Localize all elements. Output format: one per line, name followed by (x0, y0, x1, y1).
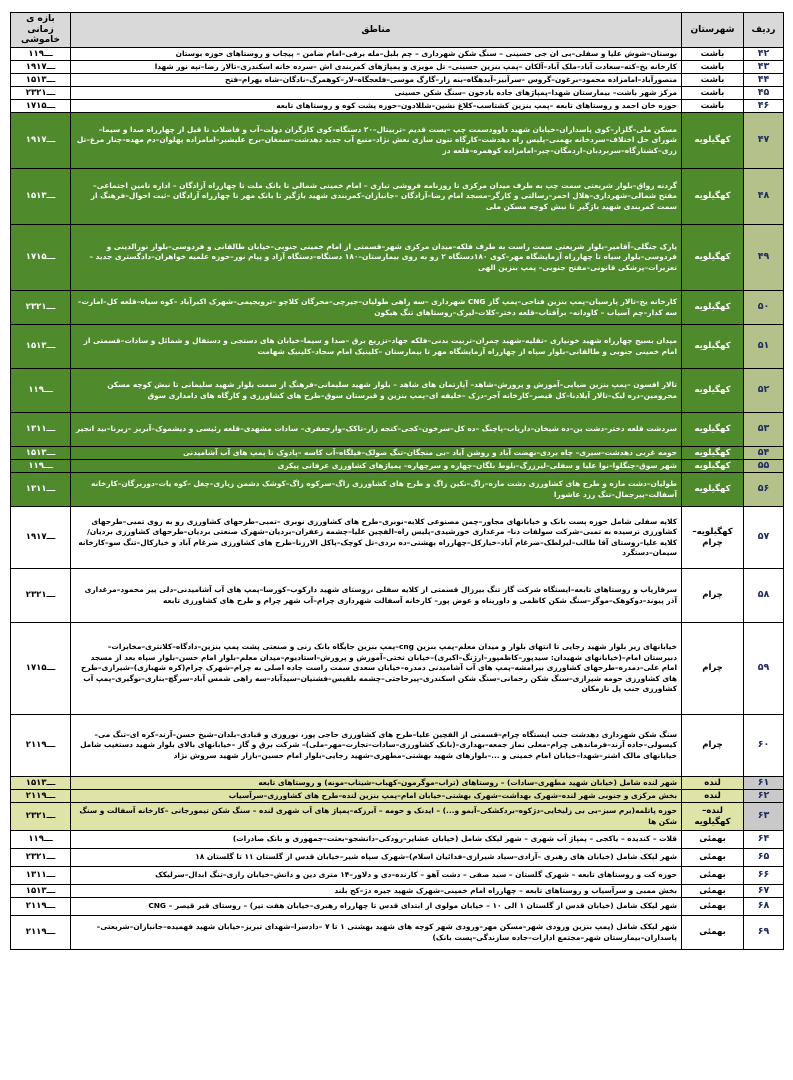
city-cell: کهگیلویه (682, 447, 744, 460)
time-range-cell: ۲۱ـــ۱۹ (11, 898, 71, 916)
table-header-row (11, 13, 784, 48)
row-number-cell: ۶۷ (744, 885, 784, 898)
table-row (11, 867, 784, 885)
row-number-cell: ۶۱ (744, 777, 784, 790)
table-row (11, 715, 784, 777)
row-number-cell: ۴۵ (744, 87, 784, 100)
table-row (11, 849, 784, 867)
areas-cell: مرکز شهر باشت– بیمارستان شهدا–پمپاژهای جاده بادجون –سنگ شکن حسینی (71, 87, 682, 100)
city-cell: باشت (682, 61, 744, 74)
city-cell: بهمئی (682, 885, 744, 898)
areas-cell: شهر لیکک شامل (پمپ بنزین ورودی شهر–مسکن مهر–ورودی شهر کوچه های شهید بهشتی ۱ تا ۷ –دادسرا–شهدای تبریز–خیابان شهید فهمیده–جانبازان–شریعتی–پاسداران–بیمارستان شهر–مجتمع ادارات–جاده سازندگی–پست بانک) (71, 916, 682, 950)
row-number-cell: ۴۸ (744, 169, 784, 225)
city-cell: کهگیلویه (682, 113, 744, 169)
header-areas: مناطق (71, 13, 682, 48)
areas-cell: کارخانه یخ–تالار پارسیان–پمپ بنزین فتاحی–پمپ گاز CNG شهرداری –سه راهی طولیان–جیرچی–محرگان کلاچو –ترویجیمی–شهرک اکبرآباد –کوه سیاه–قلعه کل–امارت–سه کدار–چم آسیاب – کاودانه– برآفتاب–قلعه دختر–کلات–لیرک–روستاهای تنگ هیکون (71, 291, 682, 325)
city-cell: لنده (682, 777, 744, 790)
areas-cell: گردنه رواق–بلوار شریعتی سمت چپ به طرف میدان مرکزی تا روزنامه فروشی تباری – امام خمینی شمالی تا بانک ملت تا چهارراه آزادگان – اداره تامین اجتماعی–مفتح شمالی–شهرداری–هلال احمر–رسالتی و کارگر–مسجد امام رضا–آزادگان –جانبازان–کمربندی شهید باژگیر تا بانک مهر تا چهارراه آزادگان –ثبت احوال–فرهنگ از سمت کمربندی شهید باژگیر تا نبش کوچه مسکن ملی (71, 169, 682, 225)
time-range-cell: ۱۷ـــ۱۵ (11, 623, 71, 715)
city-cell: لنده–کهگیلویه (682, 803, 744, 831)
areas-cell: طولیان–دشت مازه و طرح های کشاورزی دشت مازه–راگ–نکین زاگ و طرح های کشاورزی زاگ–سرکوه زاگ–کوشک دشمن زیاری–چغل –کوه یات–دوربرگان–کارخانه آسفالت–پیرجمال–تنگ رزد عاشورا (71, 473, 682, 507)
row-number-cell: ۴۲ (744, 48, 784, 61)
row-number-cell: ۶۹ (744, 916, 784, 950)
time-range-cell: ۱۹ـــ۱۷ (11, 113, 71, 169)
city-cell: بهمئی (682, 831, 744, 849)
city-cell: بهمئی (682, 849, 744, 867)
time-range-cell: ۱۱ـــ۹ (11, 369, 71, 413)
table-row (11, 61, 784, 74)
city-cell: بهمئی (682, 867, 744, 885)
table-row (11, 413, 784, 447)
areas-cell: حومه غربی دهدشت–سیری– چاه بردی–نهضت آباد و روشن آباد –بی منجگان–تنگ صولک–فیلگاه–آب کاسه –پادوک تا پمپ های آب آشامیدنی (71, 447, 682, 460)
table-row (11, 507, 784, 569)
row-number-cell: ۶۰ (744, 715, 784, 777)
city-cell: کهگیلویه–چرام (682, 507, 744, 569)
areas-cell: پارک جنگلی–آقامیر–بلوار شریعتی سمت راست به طرف فلکه–میدان مرکزی شهر–قسمتی از امام خمینی جنوبی–خیابان طالقانی و فردوسی–بلوار نورالدینی و فردوسی–بلوار سپاه تا چهارراه آزمایشگاه مهر–کوی ۱۸۰دستگاه ۲ رو به روی بیمارستان–۱۸۰ دستگاه–دستگاه آزاد و پیام نور–حوزه علمیه خواهران–دادگستری جدید –تعزیرات–پزشکی قانونی–مفتح جنوبی– پمپ بنزین الهی (71, 225, 682, 291)
row-number-cell: ۵۶ (744, 473, 784, 507)
areas-cell: حوزه پاتلمه(برم سبز–بی بی زلیخایی–دژکوه–بردکشکی–آبمو و...) – ایدنک و حومه – آبرزکه–پمپاژ های آب شهری لنده – سنگ شکن تیمورجانی –کارخانه آسفالت و سنگ شکن ها (71, 803, 682, 831)
city-cell: کهگیلویه (682, 369, 744, 413)
areas-cell: میدان بسیج چهارراه شهید خونیاری –تقلیه–شهید چمران–تربیت بدنی–فلکه جهاد–تزریع برق –صدا و سیما–خیابان های دستجی و دستفال و شمائل و سادات–قسمتی از امام خمینی جنوبی و طالقانی–بلوار سپاه از چهارراه آزمایشگاه مهر تا بیمارستان –کلینیک امام سجاد–کلینیک شهامت (71, 325, 682, 369)
row-number-cell: ۶۴ (744, 831, 784, 849)
city-cell: لنده (682, 790, 744, 803)
table-row (11, 48, 784, 61)
city-cell: کهگیلویه (682, 225, 744, 291)
time-range-cell: ۱۱ـــ۹ (11, 460, 71, 473)
time-range-cell: ۱۱ـــ۹ (11, 48, 71, 61)
areas-cell: شهر لیکک شامل (خیابان های رهبری –آزادی–سیاد شیرازی–فدائیان اسلام)–شهرک سپاه شیر–خیابان قدس از گلستان ۱۱ تا گلستان ۱۸ (71, 849, 682, 867)
areas-cell: کلایه سفلی شامل حوزه پست بانک و خیابانهای مجاور–چمن مصنوعی کلایه–نوبری–طرح های کشاورزی نوبری –تمبی–طرحهای کشاورزی رو به روی تمبی–طرحهای کشاورزی نرسیده به تمبی–شرکت سولفات دنا– مرغداری خورشیدی–پلیس راه–الفچین علیا–چشمه زعفران–بردیان–شهرک صنعتی بردیان–طرحهای کشاورزی بردیان/کلایه علیا–روستای آقا طالب–لیرلطک–ضرغام آباد–خیارکل–چهارراه بهشتی–ده بردی–تل کوچک–پاکل الارزنا–طرح های کشاورزی ضرغام آباد و خیارکال–تنگ سو–کارخانه سیمان–دستگرد (71, 507, 682, 569)
areas-cell: شهر لنده شامل (خیابان شهید مطهری–سادات) – روستاهای (تراب–موگرمون–کهباب–شیتاب–مونه) و روستاهای تابعه (71, 777, 682, 790)
areas-cell: مسکن ملی–گلزار–کوی پاسداران–خیابان شهید داوودسمت چپ –پست قدیم –تربیتال–۲۰ دستگاه–کوی کارگران دولت–آب و فاضلاب تا قبل از چهارراه صدا و سیما–شورای حل اختلاف–سردخانه بهمنی–پلیس راه دهدشت–کارگاه تنون سازی نعش نژاد–منبع آب جدید دهدشت–سمغان–برج علیشیر–امامزاده پهلوان–دم مهده–چنار مرغ–تل زری–کشتارگاه–سربردبان–اردمگان–چیر–امامزاده کوهمره–قلعه دز (71, 113, 682, 169)
table-row (11, 325, 784, 369)
row-number-cell: ۵۵ (744, 460, 784, 473)
table-row (11, 898, 784, 916)
time-range-cell: ۲۱ـــ۱۹ (11, 790, 71, 803)
time-range-cell: ۱۳ـــ۱۱ (11, 867, 71, 885)
blackout-schedule-table (10, 12, 784, 950)
time-range-cell: ۱۵ـــ۱۳ (11, 885, 71, 898)
city-cell: کهگیلویه (682, 169, 744, 225)
table-row (11, 623, 784, 715)
city-cell: باشت (682, 100, 744, 113)
city-cell: کهگیلویه (682, 460, 744, 473)
table-row (11, 777, 784, 790)
time-range-cell: ۱۳ـــ۱۱ (11, 413, 71, 447)
table-row (11, 790, 784, 803)
city-cell: چرام (682, 715, 744, 777)
table-row (11, 225, 784, 291)
row-number-cell: ۴۶ (744, 100, 784, 113)
areas-cell: بوستان–شوش علیا و سفلی–بی ان جی حسینی – سنگ شکن شهرداری – چم بلبل–مله برفی–امام ضامن – پیجاب و روستاهای حوزه بوستان (71, 48, 682, 61)
city-cell: بهمئی (682, 898, 744, 916)
city-cell: بهمئی (682, 916, 744, 950)
areas-cell: حوزه خان احمد و روستاهای تابعه –پمپ بنزین کشتاسب–کلاغ نشین–شللادون–حوزه پشت کوه و روستاهای تابعه (71, 100, 682, 113)
city-cell: باشت (682, 74, 744, 87)
row-number-cell: ۵۳ (744, 413, 784, 447)
time-range-cell: ۲۳ـــ۲۱ (11, 291, 71, 325)
time-range-cell: ۱۵ـــ۱۳ (11, 777, 71, 790)
table-row (11, 87, 784, 100)
row-number-cell: ۵۹ (744, 623, 784, 715)
row-number-cell: ۵۲ (744, 369, 784, 413)
table-row (11, 100, 784, 113)
row-number-cell: ۵۷ (744, 507, 784, 569)
row-number-cell: ۵۱ (744, 325, 784, 369)
row-number-cell: ۴۳ (744, 61, 784, 74)
table-row (11, 369, 784, 413)
row-number-cell: ۵۴ (744, 447, 784, 460)
time-range-cell: ۱۷ـــ۱۵ (11, 225, 71, 291)
table-row (11, 831, 784, 849)
time-range-cell: ۱۵ـــ۱۳ (11, 325, 71, 369)
areas-cell: شهر سوق–چنگلوا–نوا علیا و سفلی–لیرزرگ–بلوط بلگان–چهاره و سرچهاره– پمپاژهای کشاورزی عرفانی پیکری (71, 460, 682, 473)
areas-cell: بخش ممبی و سرآسیاب و روستاهای تابعه – چهارراه امام خمینی–شهرک شهید جیره دژ–کج بلند (71, 885, 682, 898)
table-row (11, 460, 784, 473)
time-range-cell: ۱۵ـــ۱۳ (11, 447, 71, 460)
time-range-cell: ۱۹ـــ۱۷ (11, 61, 71, 74)
header-row-number: ردیف (744, 13, 784, 48)
areas-cell: سرفاریاب و روستاهای تابعه–ایستگاه شرکت گاز تنگ بیرزال قسمتی از کلایه سفلی ،روستای شهید دارکوب–کورسا–پمپ های آب آشامیدنی–دلی پیر محمود–مرغداری آذر پیوند–دوکوهک–موگر–سنگ شکن کاظمی و داورپناه و عوض پور– کارخانه آسفالت شهرداری چرام–آب شهر چرام و طرح های کشاورزی تابعه (71, 569, 682, 623)
city-cell: کهگیلویه (682, 413, 744, 447)
row-number-cell: ۶۵ (744, 849, 784, 867)
city-cell: چرام (682, 623, 744, 715)
time-range-cell: ۱۵ـــ۱۳ (11, 74, 71, 87)
areas-cell: خیابانهای زیر بلوار شهید رجایی تا انتهای بلوار و میدان معلم–پمپ بنزین cng–پمپ بنزین جایگاه بانک زنی و صنعتی پشت پمپ بنزین–دادگاه–کلانتری–مخابرات–دبیرستان امام–(خیابانهای شهیدان: سیدپور–کاظمپور–ارژنگ–اکبری)–خیابان تختی–آموزش و پرورش–استادیوم–میدان معلم–بلوار امام حسن–بلوار سپاه بعد از مسجد امام علی–دمدره–طرحهای کشاورزی بیرامشه–پمپ های آب آشامیدنی دمدره–خیابان سعدی سمت راست جاده اصلی به چرام–شهرک چرام(کره شهباری)–شیرازی–طرح های کشاورزی حومه شیرازی–سنگ شکن رحمانی–سنگ شکن اسکندری–پیرحاجتی–چشمه بلقیس–فشنیان–سیدآباد–سه راهی شمس آباد–سرگچ–بناری–نوگیری–پمپ آب کشاورزی جنب پل نازمکان (71, 623, 682, 715)
header-time-range: بازه ی زمانی خاموشی (11, 13, 71, 48)
time-range-cell: ۱۳ـــ۱۱ (11, 473, 71, 507)
areas-cell: حوزه کت و روستاهای تابعه – شهرک گلستان – سید صفی – دشت آهو – کارنده–دی و دلاور–۱۴ متری دین و دانش–خیابان رازی–تنگ ابدال–سرلیکک (71, 867, 682, 885)
table-body (11, 48, 784, 950)
table-row (11, 885, 784, 898)
areas-cell: کارخانه یخ–کته–سعادت آباد–ملک آباد–آلکان –پمپ بنزین حسینی– تل مویزی و پمپاژهای کمربندی اش –سرده خانه اسکندری–تالار رضا–تپه نور شهدا (71, 61, 682, 74)
time-range-cell: ۲۳ـــ۲۱ (11, 803, 71, 831)
table-row (11, 569, 784, 623)
areas-cell: سنگ شکن شهرداری دهدشت جنب ایستگاه چرام–قسمتی از الفچین علیا–طرح های کشاورزی حاجی پور، نوروزی و قبادی–بلدان–شیخ حسن–آرند–کره ای–تنگ می–کیسولی–جاده آرند–فرماندهی چرام–معلی نماز جمعه–بهداری–(بانک کشاورزی–سادات–تجارت–مهر–ملی)– شرکت برق و گاز –خیابانهای بالای بلوار شهید دستغیب شامل خیابانهای مالک اشتر–شهدا–خیابان امام خمینی و ...–بلوارهای شهید بهشتی–مطهری–شهید رجایی–بلوار امام حسین–بازار شهید سروش نژاد (71, 715, 682, 777)
time-range-cell: ۱۵ـــ۱۳ (11, 169, 71, 225)
header-city: شهرستان (682, 13, 744, 48)
city-cell: چرام (682, 569, 744, 623)
table-row (11, 803, 784, 831)
time-range-cell: ۲۳ـــ۲۱ (11, 849, 71, 867)
areas-cell: قلات – کندیده – یاکجی – پمپاژ آب شهری – شهر لیکک شامل (خیابان عشایر–رودکی–دانشجو–بعثت–جمهوری و بانک صادرات) (71, 831, 682, 849)
areas-cell: منصورآباد–امامزاده محمود–برغون–گروس –سرآبیز–آبدهگاه–بنه زار–گارگ موسی–فلعجگاه–لار–کوهمرگ–نادگان–شاه بهرام–فتح (71, 74, 682, 87)
time-range-cell: ۱۹ـــ۱۷ (11, 507, 71, 569)
time-range-cell: ۱۱ـــ۹ (11, 831, 71, 849)
city-cell: کهگیلویه (682, 473, 744, 507)
row-number-cell: ۵۰ (744, 291, 784, 325)
city-cell: کهگیلویه (682, 325, 744, 369)
city-cell: باشت (682, 48, 744, 61)
areas-cell: شهر لیکک شامل (خیابان قدس از گلستان ۱ الی ۱۰ – خیابان مولوی از ابتدای قدس تا چهارراه رهبری–خیابان هفت تیر) – روستای قبر قیصر – CNG (71, 898, 682, 916)
table-row (11, 447, 784, 460)
time-range-cell: ۲۳ـــ۲۱ (11, 569, 71, 623)
areas-cell: سردشت قلعه دختر–دشت بن–ده شیخان–داریاب–پاچنگ –ده کل–سرخون–کجی–کتجه زار–تاکک–وارجعفری– سادات مشهدی–قلعه رئیسی و دیشموک–آبریز –زیرنا–بید انجیر (71, 413, 682, 447)
table-row (11, 169, 784, 225)
row-number-cell: ۴۹ (744, 225, 784, 291)
row-number-cell: ۴۷ (744, 113, 784, 169)
row-number-cell: ۵۸ (744, 569, 784, 623)
table-row (11, 74, 784, 87)
table-row (11, 113, 784, 169)
row-number-cell: ۶۲ (744, 790, 784, 803)
time-range-cell: ۲۳ـــ۲۱ (11, 87, 71, 100)
row-number-cell: ۶۳ (744, 803, 784, 831)
table-row (11, 291, 784, 325)
table-row (11, 473, 784, 507)
table-row (11, 916, 784, 950)
time-range-cell: ۲۱ـــ۱۹ (11, 715, 71, 777)
areas-cell: تالار افسون –پمپ بنزین ضیایی–آموزش و پرورش–شاهد– آپارتمان های شاهد – بلوار شهید سلیمانی–فرهنگ از سمت بلوار شهید سلیمانی تا نبش کوچه مسکن محرومین–دره لیک–تالار آیلادنا–کل قیصر–کارخانه آجر–درک –خلیفه ای–پمپ بنزین و قبرستان سوق–طرح های کشاورزی و کارگاه های دامداری سوق (71, 369, 682, 413)
row-number-cell: ۴۴ (744, 74, 784, 87)
row-number-cell: ۶۸ (744, 898, 784, 916)
areas-cell: بخش مرکزی و جنوبی شهر لنده–شهرک بهداشت–شهرک بهشتی–خیابان امام–پمپ بنزین لنده–طرح های کشاورزی–سرآسیاب (71, 790, 682, 803)
time-range-cell: ۱۷ـــ۱۵ (11, 100, 71, 113)
row-number-cell: ۶۶ (744, 867, 784, 885)
time-range-cell: ۲۱ـــ۱۹ (11, 916, 71, 950)
city-cell: باشت (682, 87, 744, 100)
city-cell: کهگیلویه (682, 291, 744, 325)
